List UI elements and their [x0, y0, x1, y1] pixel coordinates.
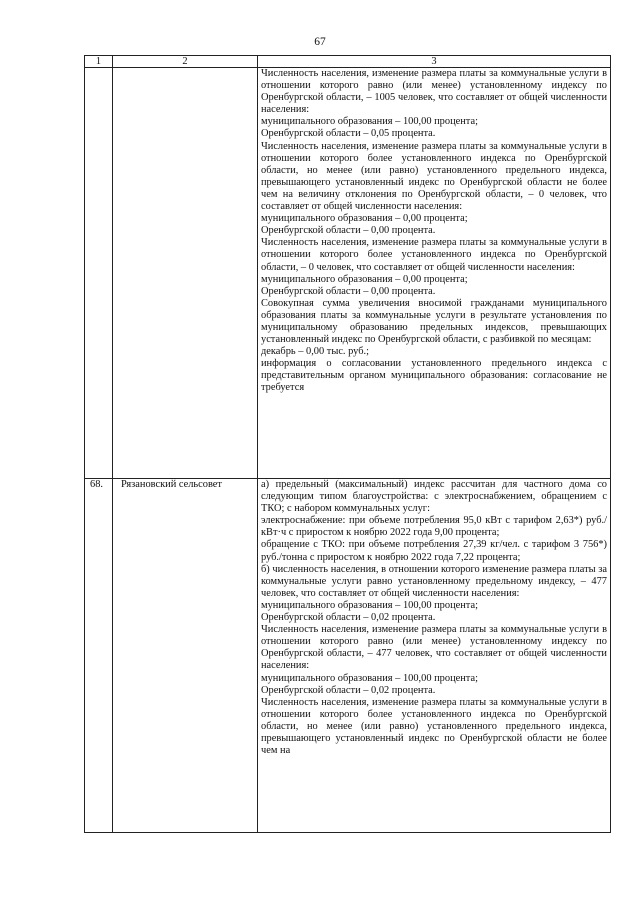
paragraph: муниципального образования – 100,00 процента;: [261, 672, 478, 684]
paragraph: муниципального образования – 100,00 процента;: [261, 599, 478, 611]
paragraph: муниципального образования – 0,00 процента;: [261, 273, 468, 285]
paragraph: Численность населения, изменение размера платы за коммунальные услуги в отношении которого более установленного индекса по Оренбургской области, но менее (или равно) установленного предельного индекса, превышающего установленный индекс по Оренбургской области не более чем на величину отклонения по Оренбургской области, – 0 человек, что составляет от общей численности населения:: [261, 140, 607, 213]
table-row-continued: [85, 68, 611, 479]
paragraph: Оренбургской области – 0,02 процента.: [261, 684, 436, 696]
paragraph: электроснабжение: при объеме потребления 95,0 кВт с тарифом 2,63*) руб./кВт·ч с приростом к ноябрю 2022 года 9,00 процента;: [261, 515, 607, 539]
row-name-cell: [113, 68, 258, 479]
paragraph: Численность населения, изменение размера платы за коммунальные услуги в отношении которого более установленного индекса по Оренбургской области, – 0 человек, что составляет от общей численности населения:: [261, 237, 607, 273]
paragraph: б) численность населения, в отношении которого изменение размера платы за коммунальные услуги равно установленному предельному индексу, – 477 человек, что составляет от общей численности населения:: [261, 563, 607, 599]
paragraph: Оренбургской области – 0,05 процента.: [261, 128, 436, 140]
row-content-cell: [258, 68, 611, 479]
paragraph: Совокупная сумма увеличения вносимой гражданами муниципального образования платы за коммунальные услуги в результате установления по муниципальному образованию предельных индексов, превышающих установленный индекс по Оренбургской области, с разбивкой по месяцам:: [261, 297, 607, 346]
column-header-3: 3: [258, 56, 611, 68]
paragraph: Оренбургской области – 0,02 процента.: [261, 612, 436, 624]
table-header-row: [85, 56, 611, 68]
paragraph: обращение с ТКО: при объеме потребления 27,39 кг/чел. с тарифом 3 756*) руб./тонна с приростом к ноябрю 2022 года 7,22 процента;: [261, 539, 607, 563]
paragraph: Численность населения, изменение размера платы за коммунальные услуги в отношении которого равно (или менее) установленному индексу по Оренбургской области, – 477 человек, что составляет от общей численности населения:: [261, 624, 607, 672]
paragraph: Оренбургской области – 0,00 процента.: [261, 225, 436, 237]
row-number-cell: [85, 68, 113, 479]
column-header-1: 1: [85, 56, 113, 68]
paragraph: муниципального образования – 100,00 процента;: [261, 116, 478, 128]
row-content-cell: [258, 479, 611, 833]
page-number: 67: [314, 36, 326, 48]
paragraph: а) предельный (максимальный) индекс рассчитан для частного дома со следующим типом благоустройства: с электроснабжением, обращением с ТКО; с набором коммунальных услуг:: [261, 479, 607, 515]
paragraph: декабрь – 0,00 тыс. руб.;: [261, 346, 370, 358]
paragraph: Численность населения, изменение размера платы за коммунальные услуги в отношении которого равно (или менее) установленному индексу по Оренбургской области, – 1005 человек, что составляет от общей численности населения:: [261, 68, 607, 116]
column-header-2: 2: [113, 56, 258, 68]
paragraph: Оренбургской области – 0,00 процента.: [261, 285, 436, 297]
table-row-68: [85, 479, 611, 833]
paragraph: информация о согласовании установленного предельного индекса с представительным органом муниципального образования: согласование не требуется: [261, 358, 607, 394]
row-name-cell: Рязановский сельсовет: [113, 479, 258, 833]
data-table: [84, 55, 611, 833]
paragraph: муниципального образования – 0,00 процента;: [261, 213, 468, 225]
row-number-cell: 68.: [85, 479, 113, 833]
paragraph: Численность населения, изменение размера платы за коммунальные услуги в отношении которого более установленного индекса по Оренбургской области, но менее (или равно) установленного предельного индекса, превышающего установленный индекс по Оренбургской области не более чем на: [261, 696, 607, 757]
